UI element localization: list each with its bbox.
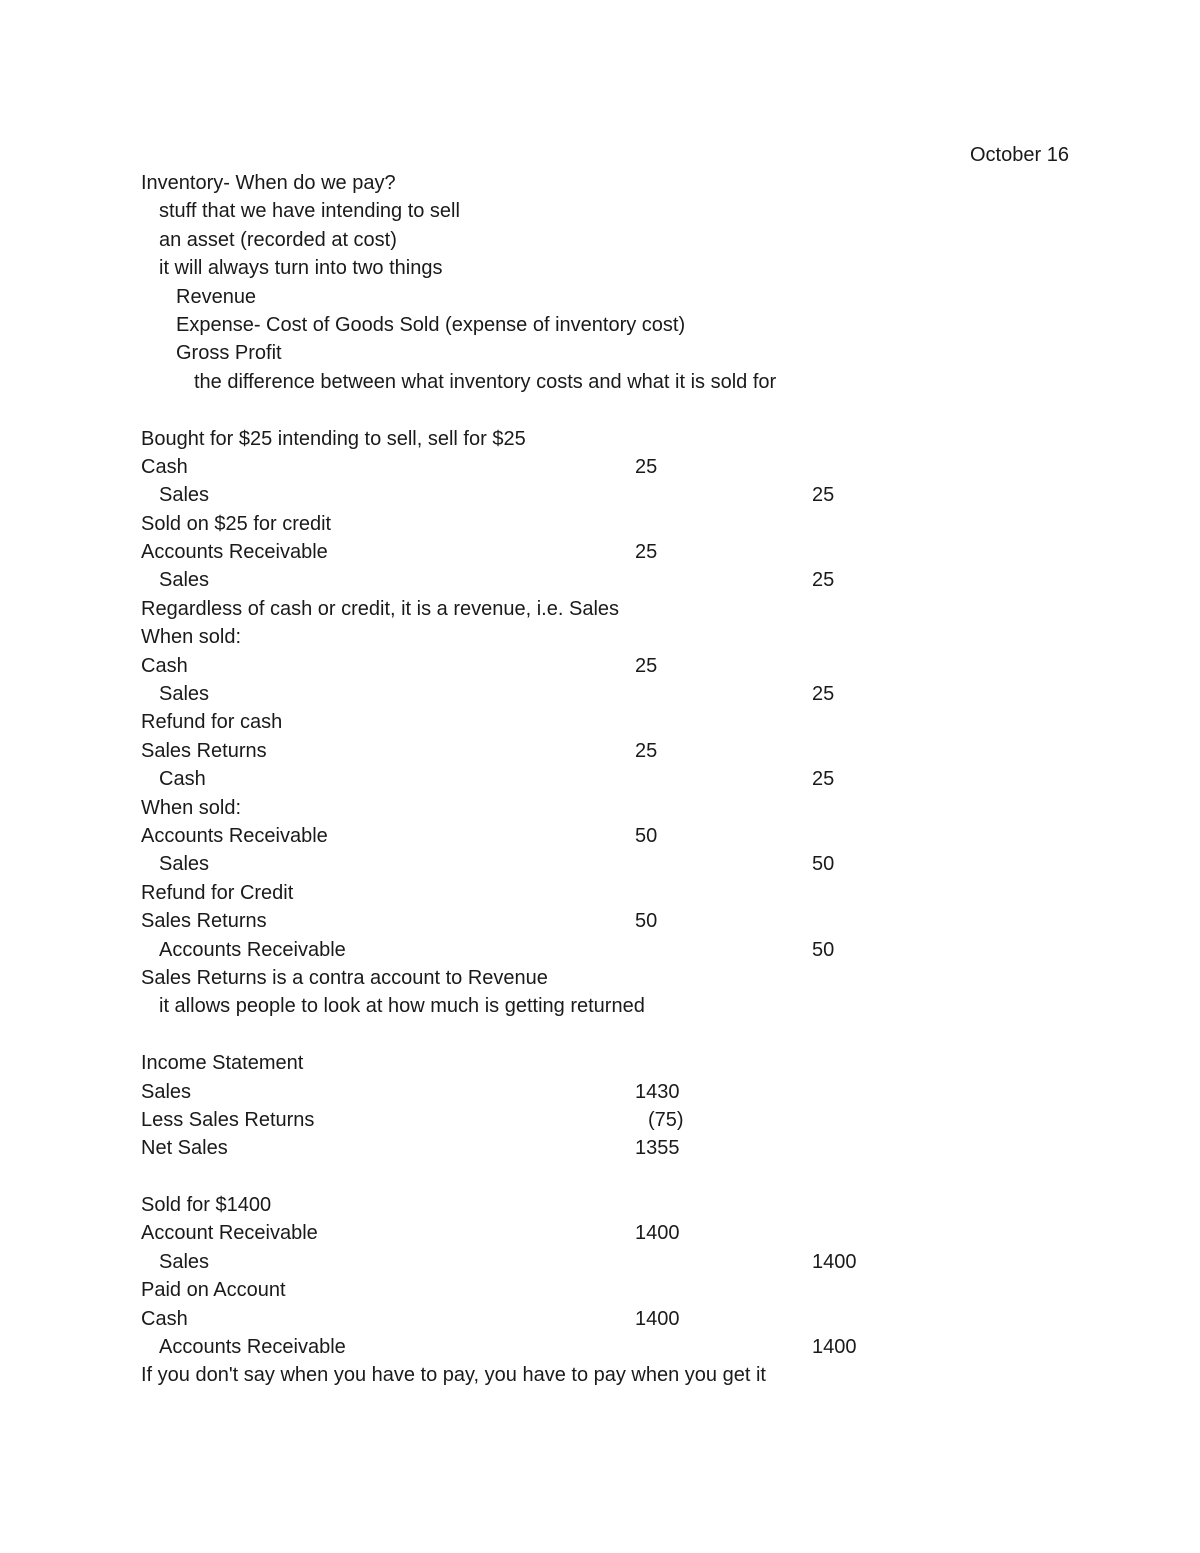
line-label: Less Sales Returns (141, 1108, 315, 1131)
income-statement-line (141, 1078, 1141, 1106)
note-line (141, 254, 1141, 282)
note-line (141, 964, 1141, 992)
credit-amount: 50 (812, 938, 835, 961)
journal-credit-line (141, 850, 1141, 878)
debit-amount: 1400 (635, 1307, 680, 1330)
debit-account: Account Receivable (141, 1222, 318, 1245)
credit-account: Sales (159, 484, 210, 507)
blank-line (141, 396, 1141, 424)
note-text: stuff that we have intending to sell (159, 200, 460, 223)
credit-amount: 25 (812, 683, 835, 706)
heading-text: Refund for Credit (141, 881, 294, 904)
heading-text: Sold for $1400 (141, 1194, 272, 1217)
entry-heading (141, 623, 1141, 651)
entry-heading (141, 794, 1141, 822)
credit-amount: 25 (812, 768, 835, 791)
note-line (141, 197, 1141, 225)
credit-amount: 1400 (812, 1250, 857, 1273)
heading-text: Refund for cash (141, 711, 283, 734)
note-text: Sales Returns is a contra account to Revenue (141, 966, 548, 989)
credit-account: Sales (159, 569, 210, 592)
journal-debit-line (141, 538, 1141, 566)
note-line (141, 992, 1141, 1020)
heading-text: Sold on $25 for credit (141, 512, 332, 535)
entry-heading (141, 879, 1141, 907)
journal-debit-line (141, 737, 1141, 765)
entry-heading (141, 1191, 1141, 1219)
debit-account: Cash (141, 654, 188, 677)
line-amount: 1355 (635, 1137, 680, 1160)
note-text: Regardless of cash or credit, it is a revenue, i.e. Sales (141, 597, 620, 620)
debit-amount: 25 (635, 654, 658, 677)
debit-account: Cash (141, 1307, 188, 1330)
journal-credit-line (141, 936, 1141, 964)
heading-text: Income Statement (141, 1052, 304, 1075)
note-text: an asset (recorded at cost) (159, 228, 397, 251)
journal-debit-line (141, 1305, 1141, 1333)
note-line (141, 1361, 1141, 1389)
credit-account: Sales (159, 683, 210, 706)
credit-account: Sales (159, 853, 210, 876)
blank-line (141, 1021, 1141, 1049)
debit-account: Sales Returns (141, 910, 267, 933)
debit-amount: 25 (635, 455, 658, 478)
debit-amount: 25 (635, 541, 658, 564)
income-statement-line (141, 1134, 1141, 1162)
note-line (141, 283, 1141, 311)
income-statement-line (141, 1106, 1141, 1134)
journal-credit-line (141, 1333, 1141, 1361)
journal-debit-line (141, 453, 1141, 481)
note-line (141, 339, 1141, 367)
note-text: Gross Profit (176, 342, 282, 365)
notes-body (141, 169, 1141, 1390)
note-text: Expense- Cost of Goods Sold (expense of inventory cost) (176, 313, 686, 336)
debit-account: Accounts Receivable (141, 824, 328, 847)
journal-credit-line (141, 566, 1141, 594)
debit-amount: 50 (635, 824, 658, 847)
note-line (141, 169, 1141, 197)
heading-text: Bought for $25 intending to sell, sell for $25 (141, 427, 526, 450)
inventory-title: Inventory- When do we pay? (141, 172, 396, 194)
line-amount: 1430 (635, 1080, 680, 1103)
credit-amount: 25 (812, 569, 835, 592)
credit-amount: 25 (812, 484, 835, 507)
line-amount: (75) (648, 1108, 684, 1131)
page-date: October 16 (970, 144, 1069, 166)
closing-note: If you don't say when you have to pay, you have to pay when you get it (141, 1364, 766, 1387)
credit-account: Accounts Receivable (159, 1336, 346, 1359)
journal-debit-line (141, 652, 1141, 680)
debit-account: Sales Returns (141, 739, 267, 762)
debit-account: Accounts Receivable (141, 541, 328, 564)
journal-debit-line (141, 1219, 1141, 1247)
heading-text: When sold: (141, 796, 242, 819)
entry-heading (141, 708, 1141, 736)
line-label: Net Sales (141, 1137, 228, 1160)
note-line (141, 595, 1141, 623)
income-statement-title (141, 1049, 1141, 1077)
note-text: Revenue (176, 285, 257, 308)
journal-debit-line (141, 907, 1141, 935)
entry-heading (141, 510, 1141, 538)
note-line (141, 226, 1141, 254)
note-line (141, 368, 1141, 396)
journal-credit-line (141, 765, 1141, 793)
blank-line (141, 1163, 1141, 1191)
heading-text: When sold: (141, 626, 242, 649)
credit-account: Cash (159, 768, 206, 791)
debit-amount: 1400 (635, 1222, 680, 1245)
credit-amount: 1400 (812, 1336, 857, 1359)
credit-account: Accounts Receivable (159, 938, 346, 961)
journal-credit-line (141, 481, 1141, 509)
entry-heading (141, 1276, 1141, 1304)
credit-amount: 50 (812, 853, 835, 876)
credit-account: Sales (159, 1250, 210, 1273)
journal-debit-line (141, 822, 1141, 850)
journal-credit-line (141, 1248, 1141, 1276)
note-text: it allows people to look at how much is getting returned (159, 995, 645, 1018)
note-line (141, 311, 1141, 339)
line-label: Sales (141, 1080, 192, 1103)
entry-heading (141, 425, 1141, 453)
note-text: the difference between what inventory costs and what it is sold for (194, 370, 777, 393)
heading-text: Paid on Account (141, 1279, 286, 1302)
debit-account: Cash (141, 455, 188, 478)
debit-amount: 50 (635, 910, 658, 933)
note-text: it will always turn into two things (159, 257, 443, 280)
journal-credit-line (141, 680, 1141, 708)
debit-amount: 25 (635, 739, 658, 762)
